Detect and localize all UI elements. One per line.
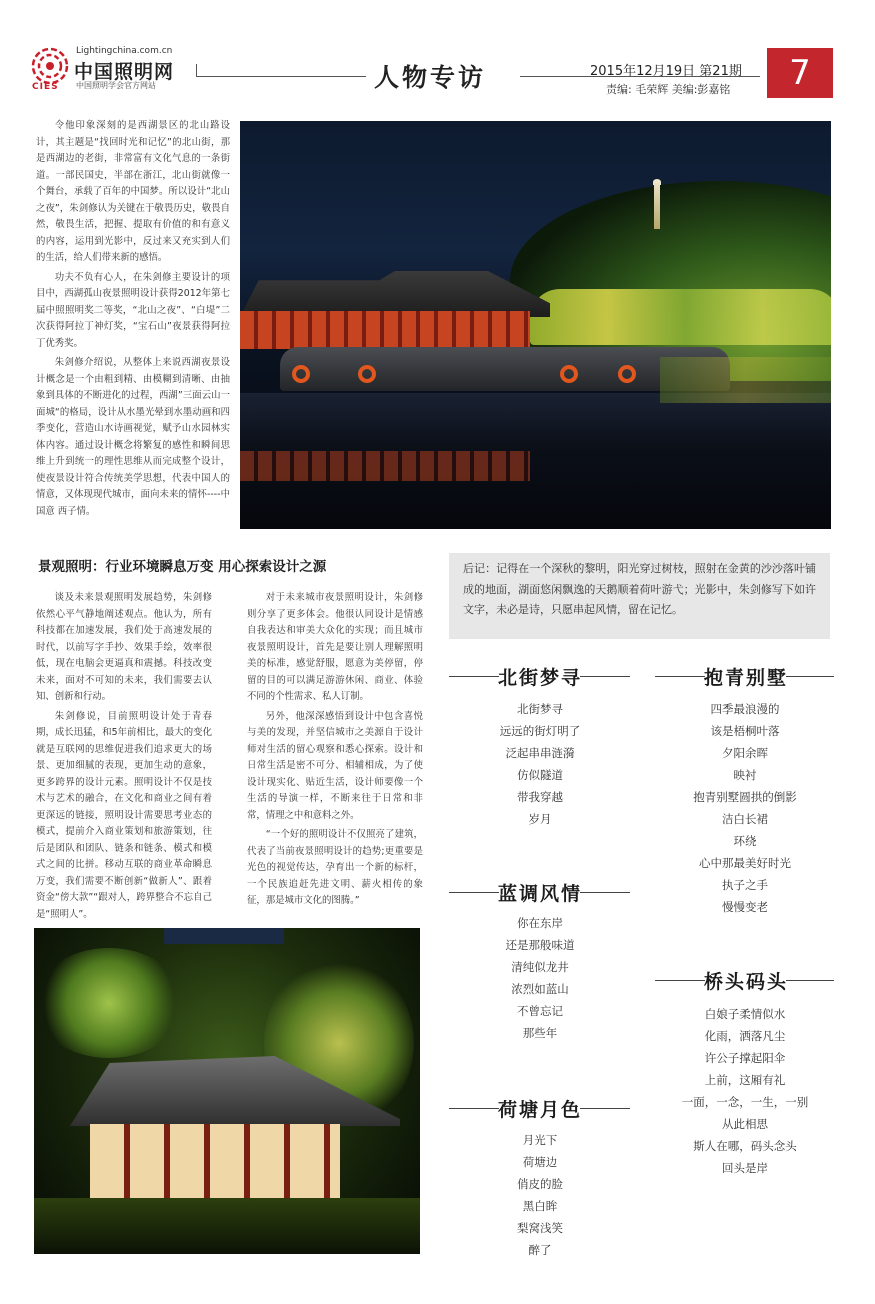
poem-body [470,912,610,1044]
header-rule-left [196,76,366,77]
poem-line: 许公子撑起阳伞 [704,1051,786,1065]
poem-line: 北街梦寻 [517,702,563,716]
photo-tree-reflection [660,357,831,403]
landscape-paragraph: 谈及未来景观照明发展趋势，朱剑修依然心平气静地阐述观点。他认为，所有科技都在加速发展，我们处于高速发展的时代，以前写字手抄、效果手绘，效率很低，现在电脑会更逼真和震撼。科技改变未来，面对不可知的未来，我们需要去认知、创新和行动。 [36,592,212,702]
poem-line: 远远的街灯明了 [499,724,581,738]
landscape-column-right [247,590,423,913]
intro-paragraph: 朱剑修介绍说，从整体上来说西湖夜景设计概念是一个由粗到精、由模糊到清晰、由抽象到具体的不断进化的过程，西湖”三面云山一面城“的格局，设计从水墨光晕到水墨动画和四季变化，营造山水诗画视觉，赋予山水园林实体内容。通过设计概念将繁复的感性和瞬间思维上升到统一的理性思维从而完成整个设计，使夜景设计符合传统美学思想，代表中国人的情意，又体现现代城市，面向未来的情怀----中国意 西子情。 [36,357,230,517]
poem-line: 白娘子柔情似水 [704,1007,786,1021]
poem-line: 荷塘边 [522,1155,558,1169]
photo-lifebuoy [618,365,636,383]
site-logo [30,44,190,94]
cies-logo-icon [30,46,70,86]
poem-title: 抱青别墅 [703,667,788,689]
landscape-paragraph: 朱剑修说，目前照明设计处于青春期，成长迅猛，和5年前相比，最大的变化就是互联网的思维促进我们追求更大的场景、更加细腻的表现，更加生动的意象，更多跨界的设计元素。照明设计不仅是技术与艺术的融合，在文化和商业之间有着更深远的链接，照明设计需要思考业态的模式，提前介入商业策划和旅游策划，往后是团队和团队、链条和链条、模式和模式之间的比拼。移动互联的商业革命瞬息万变，我们需要不断创新“做新人”、跟着资金“傍大款”“跟对人，跨界整合不忘自己是“照明人”。 [36,710,212,920]
landscape-paragraph: 另外，他深深感悟到设计中包含喜悦与美的发现，并坚信城市之美源自于设计师对生活的留心观察和悉心探索。设计和日常生活是密不可分、相辅相成，为了使设计现实化、贴近生活，设计师要像一个生活的导演一样，不断来往于日常和非常，情理之中和意料之外。 [247,710,423,821]
poem-line: 该是梧桐叶落 [710,724,780,738]
poem-line: 你在东岸 [517,916,563,930]
photo-tree [34,948,184,1058]
photo-lifebuoy [560,365,578,383]
poem-title: 蓝调风情 [497,883,582,905]
header-rule-tick [196,64,197,76]
page-number: 7 [767,48,833,98]
poem-line: 心中那最美好时光 [699,856,791,870]
photo-pavilion-hall [240,311,530,349]
intro-paragraph: 令他印象深刻的是西湖景区的北山路设计，其主题是“找回时光和记忆”的北山街，那是西湖边的老街，非常富有文化气息的一条街道。一部民国史，半部在浙江，北山街就像一个舞台，承载了百年的中国梦。所以设计“北山之夜”，朱剑修认为关键在于敬畏历史，敬畏自然，敬畏生活，把握、提取有价值的和有意义的内容，运用到光影中，反过来又充实到人们的生活，给人们带来新的感悟。 [36,120,230,263]
landscape-heading: 景观照明：行业环境瞬息万变 用心探索设计之源 [38,559,327,575]
poem-line: 从此相思 [722,1117,768,1131]
west-lake-night-photo [240,121,831,529]
poem-title: 北街梦寻 [497,667,582,689]
poem-line: 醉了 [528,1243,552,1257]
poem-line: 岁月 [528,812,552,826]
intro-paragraph: 功夫不负有心人，在朱剑修主要设计的项目中，西湖孤山夜景照明设计获得2012年第七届中照照明奖二等奖，“北山之夜”、“白堤”二次获得阿拉丁神灯奖，“宝石山”夜景获得阿拉丁优秀奖。 [36,271,230,349]
logo-name: 中国照明网 [74,61,175,83]
poem-body [470,698,610,830]
poem-line: 化雨，洒落凡尘 [704,1029,786,1043]
afterword-box: 后记：记得在一个深秋的黎明，阳光穿过树枝，照射在金黄的沙沙落叶铺成的地面，湖面悠闲飘逸的天鹅顺着荷叶游弋；光影中，朱剑修写下如许文字，未必是诗，只愿串起风情，留在记忆。 [449,553,830,639]
poem-line: 浓烈如蓝山 [511,982,569,996]
section-title: 人物专访 [374,63,487,92]
villa-night-photo [34,928,420,1254]
editors-credit: 责编: 毛荣辉 美编:彭嘉铭 [606,83,731,96]
poem-line: 那些年 [522,1026,558,1040]
photo-pagoda [654,183,660,229]
poem-body [660,1003,830,1179]
poem-line: 四季最浪漫的 [710,702,780,716]
photo-lifebuoy [358,365,376,383]
poem-rule [580,676,630,677]
logo-abbr: CIES [32,82,59,92]
poem-line: 清纯似龙井 [511,960,569,974]
poem-rule [580,892,630,893]
poem-line: 黑白眸 [522,1199,558,1213]
photo-sky [164,928,284,944]
poem-line: 抱青别墅圆拱的倒影 [693,790,797,804]
landscape-paragraph: 对于未来城市夜景照明设计，朱剑修则分享了更多体会。他很认同设计是情感自我表达和审美大众化的实现；而且城市夜景照明设计，首先是要让别人理解照明美的标准，感觉舒服，愿意为美停留，停留的目的可以满足游游休闲、商业、体验不同的个性需求、私人订制。 [247,592,423,702]
photo-lifebuoy [292,365,310,383]
poem-body [665,698,825,918]
poem-line: 慢慢变老 [722,900,768,914]
poem-title: 桥头码头 [703,971,788,993]
poem-rule [786,980,834,981]
intro-column [36,118,230,523]
poem-body [470,1129,610,1261]
photo-ground [34,1198,420,1254]
poem-rule [580,1108,630,1109]
poem-line: 还是那般味道 [505,938,575,952]
poem-line: 不曾忘记 [517,1004,563,1018]
poem-line: 一面，一念，一生，一别 [681,1095,809,1109]
logo-url: Lightingchina.com.cn [76,46,173,56]
logo-subtitle: 中国照明学会官方网站 [76,81,156,90]
poem-line: 回头是岸 [722,1161,768,1175]
photo-lit-trees [530,289,831,345]
landscape-paragraph: “一个好的照明设计不仅照亮了建筑，代表了当前夜景照明设计的趋势;更重要是光色的视觉传达，孕育出一个新的标杆，一个民族追赶先进文明、薪火相传的象征，那是城市文化的图腾。” [247,829,423,906]
poem-title: 荷塘月色 [497,1099,582,1121]
poem-line: 泛起串串涟漪 [505,746,575,760]
issue-date: 2015年12月19日 第21期 [590,64,742,79]
poem-line: 环绕 [733,834,757,848]
poem-line: 映衬 [733,768,757,782]
poem-line: 俏皮的脸 [517,1177,563,1191]
poem-line: 夕阳余晖 [722,746,768,760]
poem-line: 带我穿越 [517,790,563,804]
poem-line: 执子之手 [722,878,768,892]
poem-line: 上前，这厢有礼 [704,1073,786,1087]
poem-rule [786,676,834,677]
poem-line: 梨窝浅笑 [517,1221,563,1235]
poem-line: 斯人在哪，码头念头 [693,1139,797,1153]
poem-line: 月光下 [522,1133,558,1147]
landscape-column-left [36,590,212,926]
poem-line: 仿似隧道 [517,768,563,782]
poem-line: 洁白长裙 [722,812,768,826]
photo-hall-reflection [240,451,530,481]
